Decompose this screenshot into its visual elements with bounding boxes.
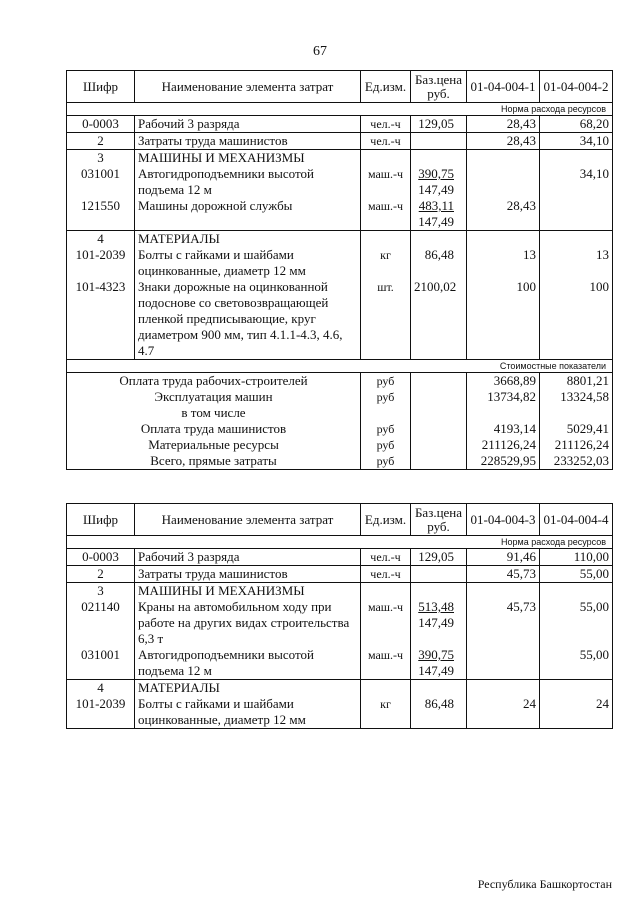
row-unit: маш.-ч xyxy=(361,166,411,198)
row-name: Болты с гайками и шайбами оцинкованные, диаметр 12 мм xyxy=(135,247,361,279)
total-label: Эксплуатация машин xyxy=(67,389,361,405)
total-row xyxy=(67,453,613,470)
table-row xyxy=(67,696,613,729)
row-unit: чел.-ч xyxy=(361,133,411,150)
row-value-a: 24 xyxy=(467,696,540,729)
row-code: 0-0003 xyxy=(67,549,135,566)
section-row xyxy=(67,680,613,697)
price-labor: 147,49 xyxy=(418,182,454,197)
row-unit: маш.-ч xyxy=(361,198,411,231)
row-unit: кг xyxy=(361,247,411,279)
header-code: Шифр xyxy=(67,504,135,536)
row-name: Болты с гайками и шайбами оцинкованные, диаметр 12 мм xyxy=(135,696,361,729)
header-unit: Ед.изм. xyxy=(361,71,411,103)
table-row xyxy=(67,549,613,566)
price-main: 390,75 xyxy=(418,647,454,662)
row-code: 2 xyxy=(67,133,135,150)
row-unit: чел.-ч xyxy=(361,549,411,566)
table-row xyxy=(67,566,613,583)
footer-region: Республика Башкортостан xyxy=(477,877,612,891)
row-price xyxy=(411,599,467,647)
header-col-a: 01-04-004-3 xyxy=(467,504,540,536)
table-row xyxy=(67,198,613,231)
row-price: 2100,02 xyxy=(411,279,467,360)
total-label: Оплата труда машинистов xyxy=(67,421,361,437)
total-unit: руб xyxy=(361,421,411,437)
total-value-a: 211126,24 xyxy=(467,437,540,453)
resource-table-1 xyxy=(66,70,613,470)
section-row xyxy=(67,150,613,167)
table-row xyxy=(67,133,613,150)
price-main: 483,11 xyxy=(418,198,454,213)
total-value-b: 8801,21 xyxy=(540,373,613,390)
row-value-a: 45,73 xyxy=(467,599,540,647)
row-value-b: 55,00 xyxy=(540,599,613,647)
total-unit: руб xyxy=(361,437,411,453)
total-value-a: 13734,82 xyxy=(467,389,540,405)
price-labor: 147,49 xyxy=(418,214,454,229)
table-row xyxy=(67,116,613,133)
row-code: 101-2039 xyxy=(67,696,135,729)
row-value-a: 28,43 xyxy=(467,133,540,150)
row-price xyxy=(411,198,467,231)
total-value-a: 3668,89 xyxy=(467,373,540,390)
row-price: 129,05 xyxy=(411,549,467,566)
row-value-b: 55,00 xyxy=(540,647,613,680)
header-code: Шифр xyxy=(67,71,135,103)
row-unit: маш.-ч xyxy=(361,647,411,680)
table-header-row xyxy=(67,71,613,103)
section-row xyxy=(67,231,613,248)
section-title: МАШИНЫ И МЕХАНИЗМЫ xyxy=(135,150,361,167)
section-code: 4 xyxy=(67,231,135,248)
row-value-b: 68,20 xyxy=(540,116,613,133)
price-labor: 147,49 xyxy=(418,615,454,630)
row-code: 031001 xyxy=(67,166,135,198)
total-value-b: 13324,58 xyxy=(540,389,613,405)
row-code: 101-4323 xyxy=(67,279,135,360)
row-price xyxy=(411,166,467,198)
row-code: 031001 xyxy=(67,647,135,680)
cost-banner: Стоимостные показатели xyxy=(67,360,613,373)
row-price: 129,05 xyxy=(411,116,467,133)
header-base-price: Баз.цена руб. xyxy=(411,504,467,536)
row-value-b: 34,10 xyxy=(540,166,613,198)
norm-banner: Норма расхода ресурсов xyxy=(67,103,613,116)
row-price: 86,48 xyxy=(411,696,467,729)
row-name: Автогидроподъемники высотой подъема 12 м xyxy=(135,647,361,680)
norm-banner: Норма расхода ресурсов xyxy=(67,536,613,549)
header-col-a: 01-04-004-1 xyxy=(467,71,540,103)
row-value-b: 13 xyxy=(540,247,613,279)
row-value-a: 28,43 xyxy=(467,116,540,133)
table-header-row xyxy=(67,504,613,536)
row-value-a: 91,46 xyxy=(467,549,540,566)
row-code: 021140 xyxy=(67,599,135,647)
row-name: Затраты труда машинистов xyxy=(135,133,361,150)
row-value-b: 100 xyxy=(540,279,613,360)
table-row xyxy=(67,647,613,680)
row-price xyxy=(411,647,467,680)
row-code: 2 xyxy=(67,566,135,583)
row-code: 121550 xyxy=(67,198,135,231)
row-name: Рабочий 3 разряда xyxy=(135,116,361,133)
total-label: в том числе xyxy=(67,405,361,421)
section-title: МАТЕРИАЛЫ xyxy=(135,231,361,248)
table-row xyxy=(67,599,613,647)
row-name: Знаки дорожные на оцинкованной подосновe со световозвращающей пленкой предписывающие, круг диаметром 900 мм, тип 4.1.1-4.3, 4.6, 4.7 xyxy=(135,279,361,360)
row-unit: чел.-ч xyxy=(361,566,411,583)
row-code: 101-2039 xyxy=(67,247,135,279)
header-name: Наименование элемента затрат xyxy=(135,504,361,536)
total-label: Материальные ресурсы xyxy=(67,437,361,453)
total-row xyxy=(67,437,613,453)
table-row xyxy=(67,279,613,360)
row-unit: кг xyxy=(361,696,411,729)
section-code: 3 xyxy=(67,150,135,167)
total-row xyxy=(67,405,613,421)
total-unit: руб xyxy=(361,453,411,470)
row-name: Машины дорожной службы xyxy=(135,198,361,231)
row-name: Затраты труда машинистов xyxy=(135,566,361,583)
total-label: Оплата труда рабочих-строителей xyxy=(67,373,361,390)
row-name: Краны на автомобильном ходу при работе на других видах строительства 6,3 т xyxy=(135,599,361,647)
price-main: 390,75 xyxy=(418,166,454,181)
total-row xyxy=(67,421,613,437)
total-unit: руб xyxy=(361,373,411,390)
header-col-b: 01-04-004-4 xyxy=(540,504,613,536)
price-main: 513,48 xyxy=(418,599,454,614)
row-value-a: 13 xyxy=(467,247,540,279)
section-row xyxy=(67,583,613,600)
section-code: 4 xyxy=(67,680,135,697)
header-base-price: Баз.цена руб. xyxy=(411,71,467,103)
page-number: 67 xyxy=(313,44,327,59)
price-labor: 147,49 xyxy=(418,663,454,678)
row-value-a: 45,73 xyxy=(467,566,540,583)
header-name: Наименование элемента затрат xyxy=(135,71,361,103)
total-row xyxy=(67,389,613,405)
total-value-a: 4193,14 xyxy=(467,421,540,437)
row-value-b: 34,10 xyxy=(540,133,613,150)
row-value-b: 55,00 xyxy=(540,566,613,583)
header-col-b: 01-04-004-2 xyxy=(540,71,613,103)
total-label: Всего, прямые затраты xyxy=(67,453,361,470)
total-value-b: 211126,24 xyxy=(540,437,613,453)
row-value-a: 100 xyxy=(467,279,540,360)
row-name: Автогидроподъемники высотой подъема 12 м xyxy=(135,166,361,198)
row-unit: шт. xyxy=(361,279,411,360)
table-row xyxy=(67,166,613,198)
section-title: МАШИНЫ И МЕХАНИЗМЫ xyxy=(135,583,361,600)
header-unit: Ед.изм. xyxy=(361,504,411,536)
total-value-a: 228529,95 xyxy=(467,453,540,470)
section-code: 3 xyxy=(67,583,135,600)
section-title: МАТЕРИАЛЫ xyxy=(135,680,361,697)
total-value-b: 5029,41 xyxy=(540,421,613,437)
row-value-a: 28,43 xyxy=(467,198,540,231)
total-value-b: 233252,03 xyxy=(540,453,613,470)
row-code: 0-0003 xyxy=(67,116,135,133)
table-row xyxy=(67,247,613,279)
resource-table-2 xyxy=(66,503,613,729)
total-unit: руб xyxy=(361,389,411,405)
row-unit: чел.-ч xyxy=(361,116,411,133)
row-value-b: 110,00 xyxy=(540,549,613,566)
total-row xyxy=(67,373,613,390)
row-unit: маш.-ч xyxy=(361,599,411,647)
row-price: 86,48 xyxy=(411,247,467,279)
row-value-b: 24 xyxy=(540,696,613,729)
row-name: Рабочий 3 разряда xyxy=(135,549,361,566)
